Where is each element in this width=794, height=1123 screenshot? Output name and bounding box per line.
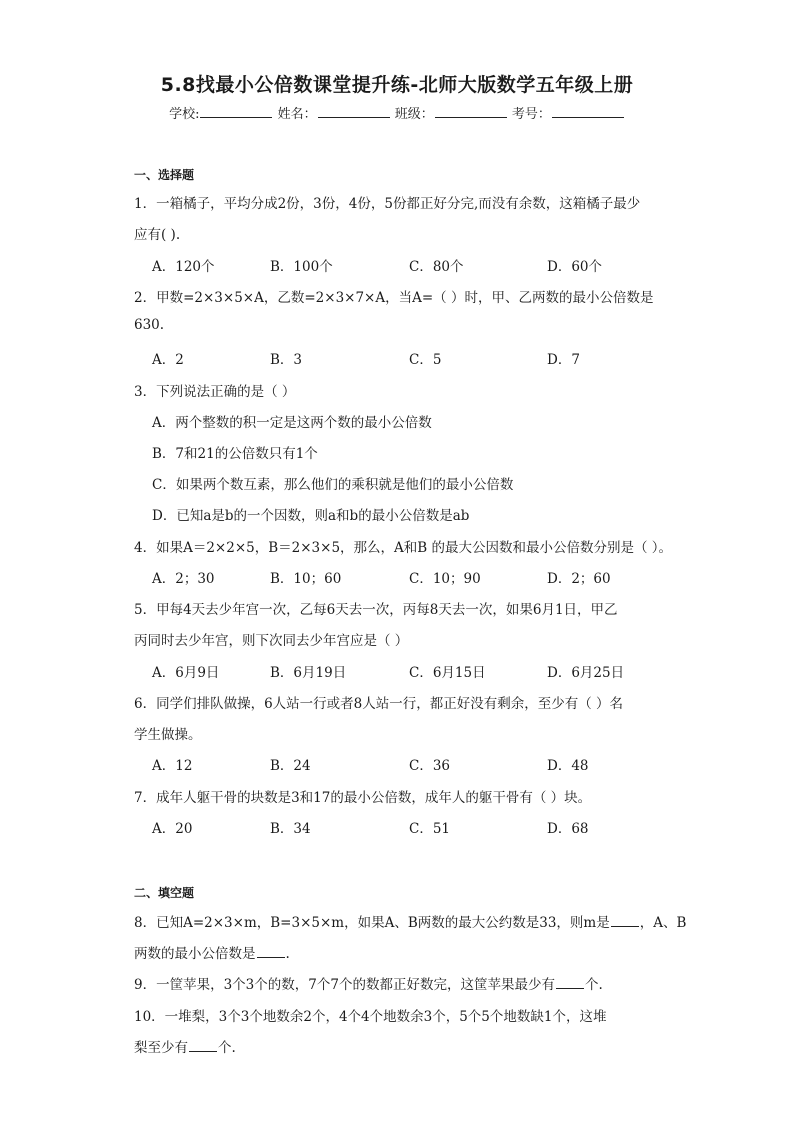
- option-a[interactable]: A．6月9日: [152, 665, 220, 681]
- option-b[interactable]: B．100个: [270, 259, 333, 275]
- option-a[interactable]: A．2；30: [152, 571, 215, 587]
- question-7-line1: 7．成年人躯干骨的块数是3和17的最小公倍数，成年人的躯干骨有（ ）块。: [134, 790, 592, 806]
- option-d[interactable]: D．48: [547, 758, 589, 774]
- question-10-text-b: 个.: [218, 1040, 236, 1056]
- question-8-text-b: ，A、B: [639, 915, 687, 931]
- answer-blank[interactable]: [611, 914, 639, 927]
- option-d[interactable]: D．6月25日: [547, 665, 625, 681]
- option-c[interactable]: C．10；90: [409, 571, 481, 587]
- question-2-line2: 630.: [134, 317, 165, 333]
- name-blank: [318, 105, 390, 118]
- option-b[interactable]: B．10；60: [270, 571, 342, 587]
- answer-blank[interactable]: [556, 976, 584, 989]
- option-c[interactable]: C．80个: [409, 259, 464, 275]
- option-d[interactable]: D．2；60: [547, 571, 611, 587]
- class-label: 班级：: [394, 107, 434, 122]
- question-6-line2: 学生做操。: [134, 727, 202, 743]
- question-8-line2: [134, 942, 290, 962]
- question-6-line1: 6．同学们排队做操，6人站一行或者8人站一行，都正好没有剩余，至少有（ ）名: [134, 696, 624, 712]
- question-3-line1: 3．下列说法正确的是（ ）: [134, 384, 296, 400]
- option-c[interactable]: C．6月15日: [409, 665, 486, 681]
- page-title: 5.8找最小公倍数课堂提升练-北师大版数学五年级上册: [160, 74, 634, 96]
- option-a[interactable]: A．20: [152, 821, 193, 837]
- question-9-text-a: 9．一筐苹果，3个3个的数，7个7个的数都正好数完，这筐苹果最少有: [134, 977, 555, 993]
- option-b[interactable]: B．3: [270, 352, 303, 368]
- option-a[interactable]: A．120个: [152, 259, 215, 275]
- question-1-line2: 应有( ).: [134, 227, 181, 243]
- student-info-row: [0, 103, 794, 122]
- question-2-line1: 2．甲数=2×3×5×A，乙数=2×3×7×A，当A=（ ）时，甲、乙两数的最小公倍数是: [134, 290, 654, 306]
- exam-no-blank: [552, 105, 624, 118]
- section-heading-choice: 一、选择题: [134, 168, 195, 182]
- question-10-line1: 10．一堆梨，3个3个地数余2个，4个4个地数余3个，5个5个地数缺1个，这堆: [134, 1009, 607, 1025]
- question-10-text-a: 梨至少有: [134, 1040, 188, 1056]
- option-c[interactable]: C．5: [409, 352, 442, 368]
- option-c[interactable]: C．36: [409, 758, 451, 774]
- name-label: 姓名：: [277, 107, 317, 122]
- option-c[interactable]: C．51: [409, 821, 451, 837]
- question-5-line2: 丙同时去少年宫，则下次同去少年宫应是（ ）: [134, 633, 409, 649]
- option-b[interactable]: B．24: [270, 758, 311, 774]
- question-9: [134, 973, 603, 993]
- option-a[interactable]: A．12: [152, 758, 193, 774]
- class-blank: [435, 105, 507, 118]
- option-b[interactable]: B．34: [270, 821, 311, 837]
- exam-no-label: 考号：: [511, 107, 551, 122]
- question-8-text-a: 8．已知A=2×3×m，B=3×5×m，如果A、B两数的最大公约数是33，则m是: [134, 915, 610, 931]
- question-1-line1: 1．一箱橘子，平均分成2份，3份，4份，5份都正好分完,而没有余数，这箱橘子最少: [134, 196, 641, 212]
- question-5-line1: 5．甲每4天去少年宫一次，乙每6天去一次，丙每8天去一次，如果6月1日，甲乙: [134, 602, 618, 618]
- question-4-line1: 4．如果A＝2×2×5，B＝2×3×5，那么，A和B 的最大公因数和最小公倍数分别是（ ）。: [134, 540, 673, 556]
- option-b[interactable]: B．6月19日: [270, 665, 347, 681]
- option-d[interactable]: D．68: [547, 821, 589, 837]
- question-8-text-c: 两数的最小公倍数是: [134, 946, 256, 962]
- option-a[interactable]: A．2: [152, 352, 184, 368]
- section-heading-fill-blank: 二、填空题: [134, 886, 195, 900]
- question-9-text-b: 个.: [584, 977, 603, 993]
- school-label: 学校:: [169, 107, 200, 122]
- answer-blank[interactable]: [257, 945, 285, 958]
- question-3-option-b[interactable]: B．7和21的公倍数只有1个: [152, 446, 318, 462]
- answer-blank[interactable]: [189, 1039, 217, 1052]
- question-8-line1: [134, 911, 686, 931]
- question-3-option-c[interactable]: C．如果两个数互素，那么他们的乘积就是他们的最小公倍数: [152, 477, 514, 493]
- option-d[interactable]: D．7: [547, 352, 580, 368]
- question-3-option-a[interactable]: A．两个整数的积一定是这两个数的最小公倍数: [152, 415, 432, 431]
- school-blank: [200, 105, 272, 118]
- question-8-text-d: .: [285, 946, 290, 962]
- question-3-option-d[interactable]: D．已知a是b的一个因数，则a和b的最小公倍数是ab: [152, 508, 470, 524]
- option-d[interactable]: D．60个: [547, 259, 603, 275]
- question-10-line2: [134, 1036, 236, 1056]
